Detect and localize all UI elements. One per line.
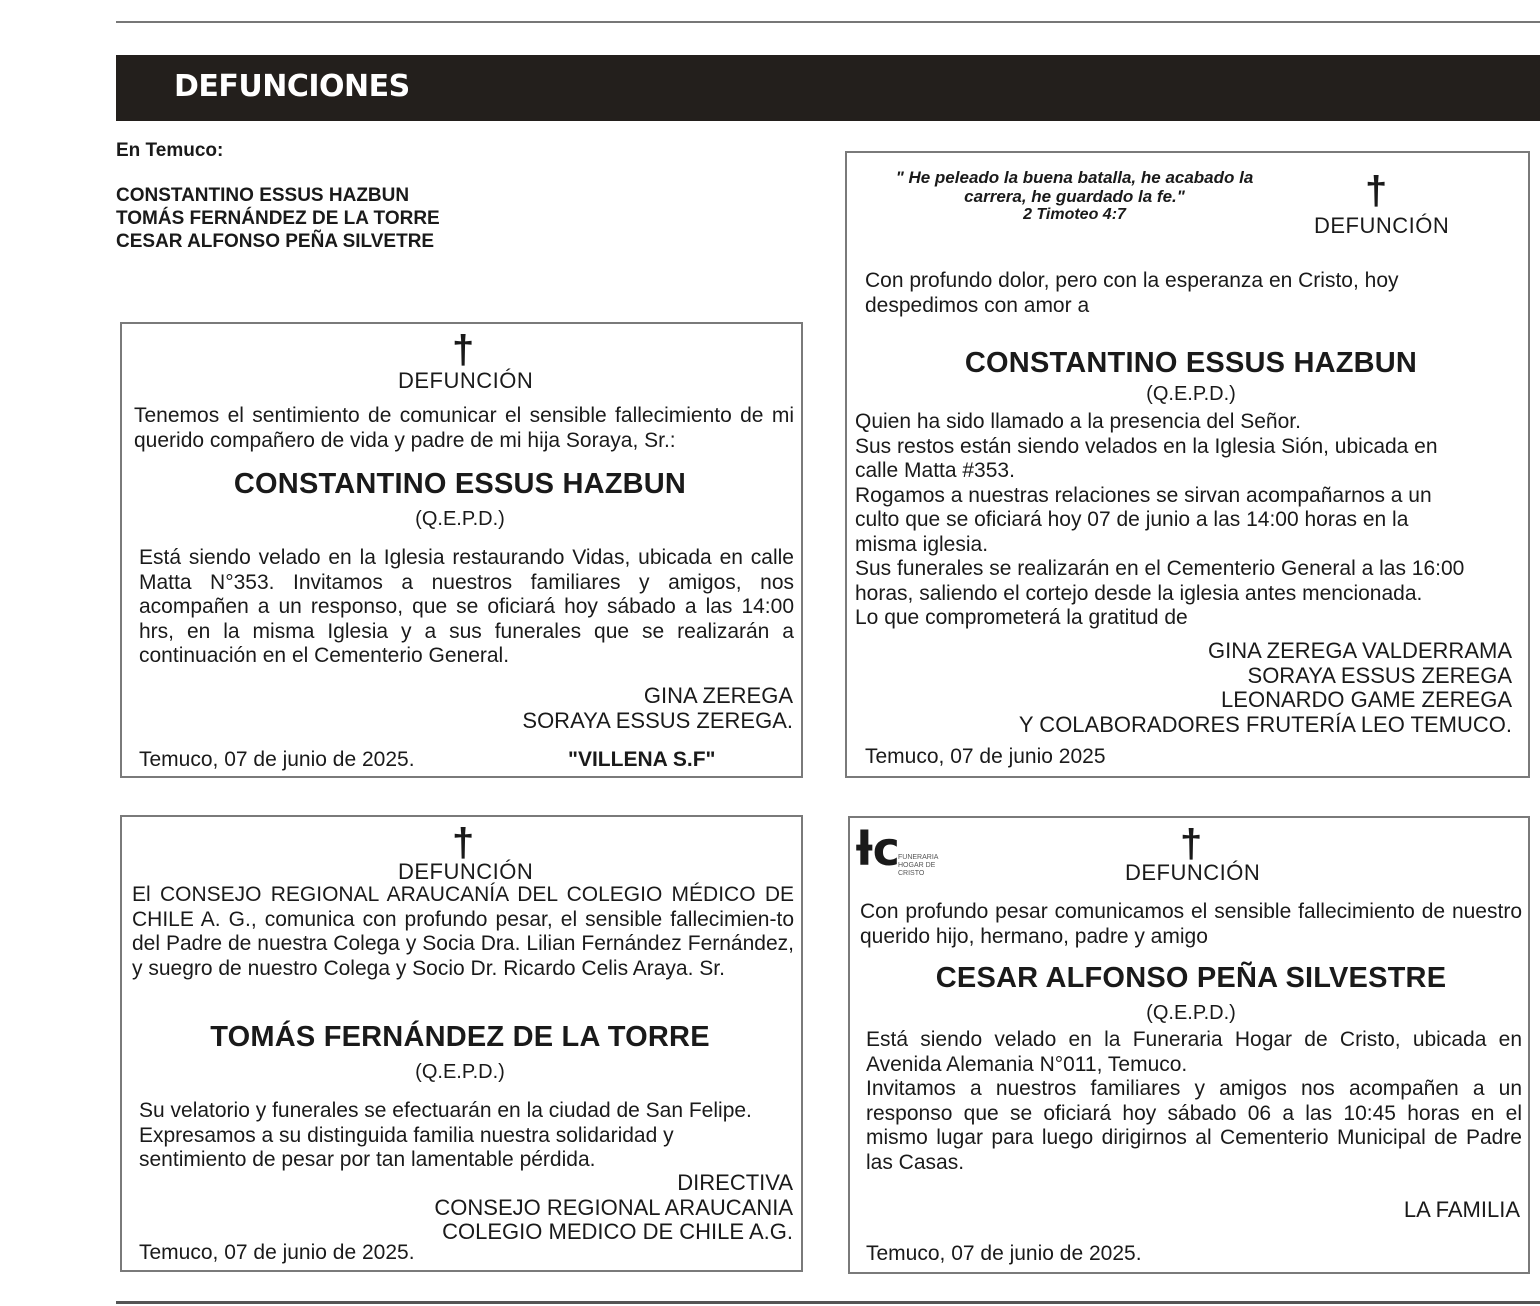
- notice-intro: El CONSEJO REGIONAL ARAUCANÍA DEL COLEGIO MÉDICO DE CHILE A. G., comunica con profundo pesar, el sensible fallecimien-to del Padre de nuestra Colega y Socia Dra. Lilian Fernández Fernández, y suegro de nuestro Colega y Socio Dr. Ricardo Celis Araya. Sr.: [132, 883, 794, 980]
- logo-text: FUNERARIA HOGAR DE CRISTO: [898, 854, 939, 877]
- qepd: (Q.E.P.D.): [1146, 1002, 1236, 1024]
- signatures: [522, 684, 793, 733]
- body-line: sentimiento de pesar por tan lamentable pérdida.: [139, 1148, 596, 1171]
- body-line: Quien ha sido llamado a la presencia del Señor.: [855, 410, 1301, 433]
- deceased-name: CESAR ALFONSO PEÑA SILVESTRE: [935, 962, 1447, 994]
- funeraria-logo-icon: ƚc: [856, 822, 900, 876]
- body-line: calle Matta #353.: [855, 459, 1015, 482]
- notice-colegio-medico: [120, 815, 803, 1272]
- signature: GINA ZEREGA VALDERRAMA: [1207, 638, 1512, 663]
- body-line: Rogamos a nuestras relaciones se sirvan acompañarnos a un: [855, 483, 1432, 507]
- qepd: (Q.E.P.D.): [1146, 383, 1236, 405]
- quote-line: carrera, he guardado la fe.": [964, 186, 1185, 206]
- notice-intro: [865, 269, 1515, 318]
- notice-body: Está siendo velado en la Funeraria Hogar de Cristo, ubicada en Avenida Alemania N°011, Temuco.: [866, 1028, 1522, 1076]
- signature: COLEGIO MEDICO DE CHILE A.G.: [442, 1219, 793, 1244]
- qepd: (Q.E.P.D.): [415, 508, 505, 530]
- signature: LA FAMILIA: [1403, 1197, 1520, 1222]
- notice-body: [855, 410, 1515, 631]
- body-line: horas, saliendo el cortejo desde la iglesia antes mencionada.: [855, 581, 1423, 605]
- notice-essus-family: [120, 322, 803, 778]
- signatures: [434, 1171, 793, 1245]
- notice-pena-silvestre: [848, 816, 1530, 1274]
- body-line: Sus restos están siendo velados en la Iglesia Sión, ubicada en: [855, 434, 1438, 458]
- notice-heading: DEFUNCIÓN: [1125, 860, 1261, 885]
- notice-heading: DEFUNCIÓN: [398, 859, 534, 884]
- notice-date: Temuco, 07 de junio de 2025.: [866, 1242, 1142, 1265]
- section-title: DEFUNCIONES: [174, 69, 410, 104]
- notice-intro: Tenemos el sentimiento de comunicar el sensible fallecimiento de mi querido compañero de vida y padre de mi hija Soraya, Sr.:: [134, 404, 794, 452]
- deceased-name: TOMÁS FERNÁNDEZ DE LA TORRE: [210, 1021, 710, 1053]
- cross-icon: †: [452, 328, 475, 372]
- intro-line: Con profundo dolor, pero con la esperanza en Cristo, hoy: [865, 269, 1399, 292]
- signatures: [1019, 639, 1512, 737]
- quote-line: " He peleado la buena batalla, he acabado la: [895, 168, 1254, 187]
- body-line: Sus funerales se realizarán en el Cementerio General a las 16:00: [855, 557, 1465, 580]
- notice-body-2: Invitamos a nuestros familiares y amigos nos acompañen a un responso que se oficiará hoy sábado 06 a las 10:45 horas en el mismo lugar para luego dirigirnos al Cementerio Municipal de Padre las Casas.: [866, 1077, 1522, 1174]
- body-line: misma iglesia.: [855, 532, 989, 556]
- intro-name: CESAR ALFONSO PEÑA SILVETRE: [116, 231, 435, 252]
- notice-heading: DEFUNCIÓN: [1314, 213, 1450, 238]
- body-line: culto que se oficiará hoy 07 de junio a las 14:00 horas en la: [855, 508, 1409, 531]
- notice-heading: DEFUNCIÓN: [398, 368, 534, 393]
- notice-essus-fruteria: [845, 151, 1530, 778]
- cross-icon: †: [452, 821, 475, 865]
- intro-list: [116, 140, 440, 253]
- notice-body: [139, 1099, 799, 1173]
- top-rule: [116, 21, 1540, 23]
- signatures: [1404, 1198, 1520, 1223]
- signature: DIRECTIVA: [677, 1170, 793, 1195]
- body-line: Lo que comprometerá la gratitud de: [855, 606, 1188, 629]
- signature: SORAYA ESSUS ZEREGA: [1247, 662, 1512, 688]
- qepd: (Q.E.P.D.): [415, 1061, 505, 1083]
- signature: SORAYA ESSUS ZEREGA.: [522, 707, 793, 733]
- intro-name: TOMÁS FERNÁNDEZ DE LA TORRE: [116, 208, 440, 229]
- notice-intro: Con profundo pesar comunicamos el sensible fallecimiento de nuestro querido hijo, hermano, padre y amigo: [860, 900, 1522, 948]
- intro-name: CONSTANTINO ESSUS HAZBUN: [116, 185, 410, 206]
- signature: CONSEJO REGIONAL ARAUCANIA: [434, 1194, 793, 1220]
- quote-citation: 2 Timoteo 4:7: [1023, 206, 1126, 223]
- bottom-rule: [116, 1301, 1540, 1304]
- signature: GINA ZEREGA: [643, 683, 793, 708]
- funeral-home: "VILLENA S.F": [568, 748, 716, 771]
- funeraria-logo: [856, 822, 956, 877]
- bible-quote: [877, 169, 1272, 225]
- signature: Y COLABORADORES FRUTERÍA LEO TEMUCO.: [1018, 711, 1512, 737]
- cross-icon: †: [1180, 822, 1203, 866]
- deceased-name: CONSTANTINO ESSUS HAZBUN: [233, 468, 687, 500]
- notice-body: Está siendo velado en la Iglesia restaurando Vidas, ubicada en calle Matta N°353. Invitamos a nuestros familiares y amigos, nos acompañen a un responso, que se oficiará hoy sábado a las 14:00 hrs, en la misma Iglesia y a sus funerales que se realizarán a continuación en el Cementerio General.: [139, 546, 794, 667]
- notice-date: Temuco, 07 de junio de 2025.: [139, 1241, 415, 1264]
- notice-date: Temuco, 07 de junio 2025: [865, 745, 1106, 768]
- section-banner: [116, 55, 1540, 121]
- body-line: Expresamos a su distinguida familia nuestra solidaridad y: [139, 1123, 674, 1147]
- body-line: Su velatorio y funerales se efectuarán en la ciudad de San Felipe.: [139, 1099, 752, 1122]
- intro-line: despedimos con amor a: [865, 293, 1090, 317]
- cross-icon: †: [1365, 169, 1388, 213]
- signature: LEONARDO GAME ZEREGA: [1221, 687, 1512, 712]
- intro-city: En Temuco:: [116, 140, 224, 161]
- notice-date: Temuco, 07 de junio de 2025.: [139, 748, 415, 771]
- deceased-name: CONSTANTINO ESSUS HAZBUN: [964, 347, 1418, 379]
